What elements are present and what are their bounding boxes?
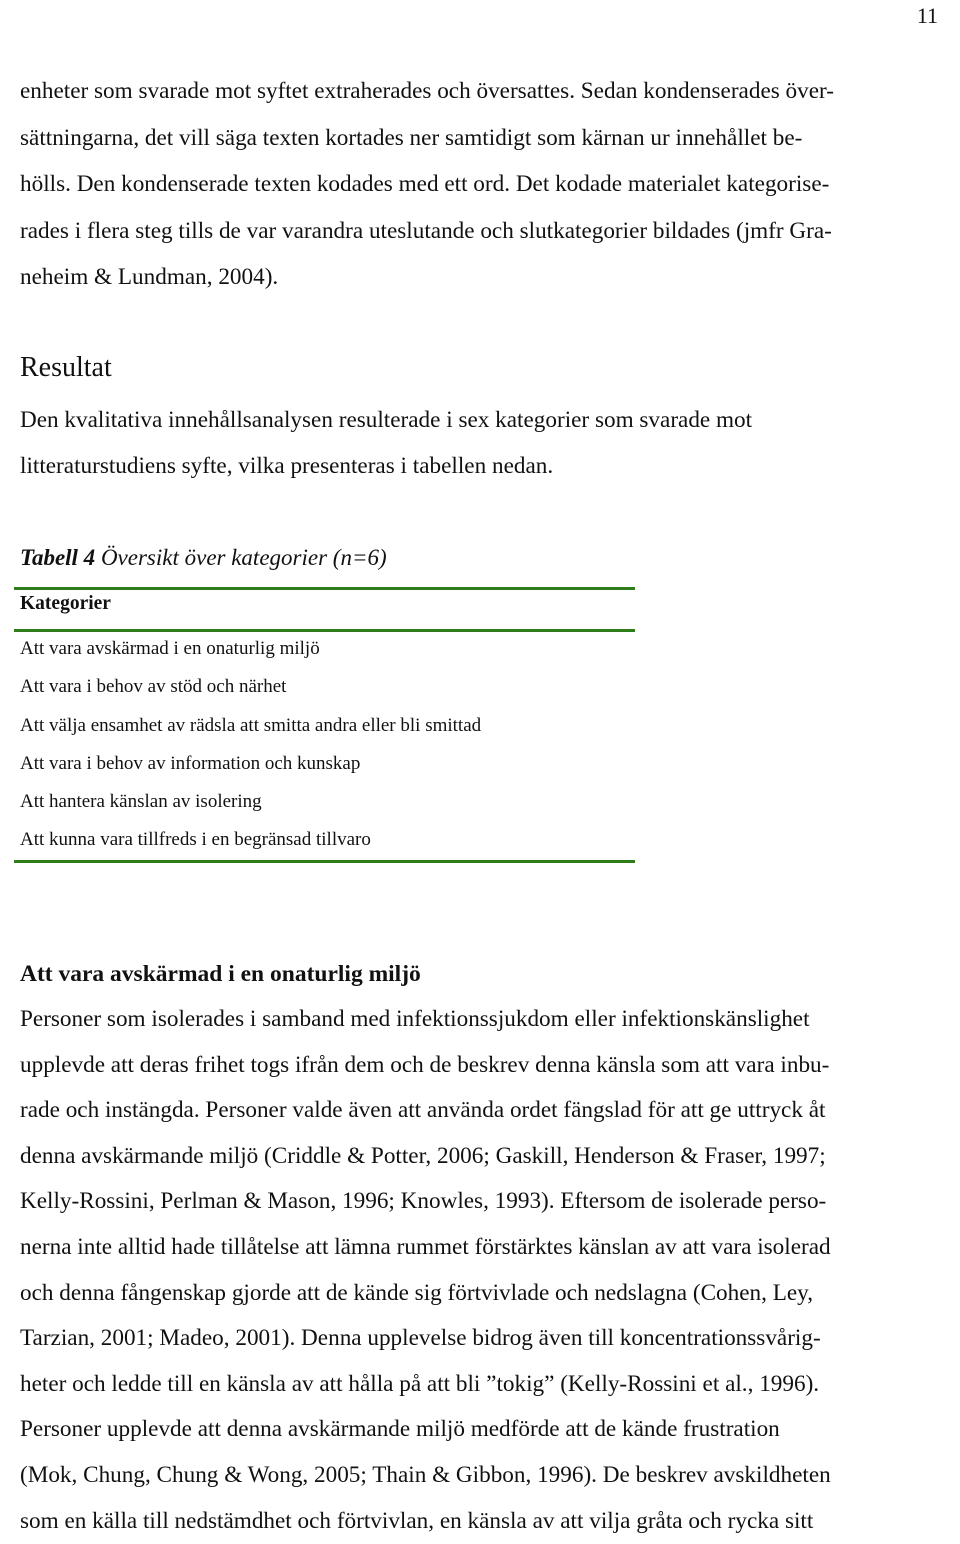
table-row: Att vara i behov av information och kunskap xyxy=(20,752,361,774)
text-line: Kelly-Rossini, Perlman & Mason, 1996; Knowles, 1993). Eftersom de isolerade perso- xyxy=(20,1188,827,1215)
result-paragraph xyxy=(20,397,950,489)
result-heading: Resultat xyxy=(20,352,112,383)
text-line: rade och instängda. Personer valde även att använda ordet fängslad för att ge uttryck åt xyxy=(20,1097,826,1124)
text-line: Personer upplevde att denna avskärmande miljö medförde att de kände frustration xyxy=(20,1416,780,1443)
table-bottom-rule xyxy=(14,860,635,863)
table-caption-label: Tabell 4 xyxy=(20,545,96,570)
page-number: 11 xyxy=(916,3,938,28)
section-heading: Att vara avskärmad i en onaturlig miljö xyxy=(20,961,421,987)
text-line: hölls. Den kondenserade texten kodades med ett ord. Det kodade materialet kategorise- xyxy=(20,171,830,197)
text-line: Den kvalitativa innehållsanalysen resulterade i sex kategorier som svarade mot xyxy=(20,407,753,433)
text-line: heter och ledde till en känsla av att hålla på att bli ”tokig” (Kelly-Rossini et al., 1996). xyxy=(20,1370,820,1397)
category-table xyxy=(20,630,481,860)
table-caption-text: Översikt över kategorier (n=6) xyxy=(95,545,387,570)
intro-paragraph xyxy=(20,68,950,301)
text-line: denna avskärmande miljö (Criddle & Potter, 2006; Gaskill, Henderson & Fraser, 1997; xyxy=(20,1142,826,1169)
text-line: som en källa till nedstämdhet och förtvivlan, en känsla av att vilja gråta och rycka sitt xyxy=(20,1507,814,1534)
text-line: enheter som svarade mot syftet extraherades och översattes. Sedan kondenserades över- xyxy=(20,78,835,104)
text-line: (Mok, Chung, Chung & Wong, 2005; Thain & Gibbon, 1996). De beskrev avskildheten xyxy=(20,1461,831,1488)
text-line: Personer som isolerades i samband med infektionssjukdom eller infektionskänslighet xyxy=(20,1006,810,1032)
text-line: nerna inte alltid hade tillåtelse att lämna rummet förstärktes känslan av att vara isolerad xyxy=(20,1233,831,1260)
text-line: litteraturstudiens syfte, vilka presenteras i tabellen nedan. xyxy=(20,453,554,479)
table-row: Att vara avskärmad i en onaturlig miljö xyxy=(20,638,320,659)
text-line: upplevde att deras frihet togs ifrån dem och de beskrev denna känsla som att vara inbu- xyxy=(20,1051,830,1078)
text-line: sättningarna, det vill säga texten kortades ner samtidigt som kärnan ur innehållet be- xyxy=(20,124,803,151)
text-line: Tarzian, 2001; Madeo, 2001). Denna upplevelse bidrog även till koncentrationssvårig- xyxy=(20,1325,821,1352)
table-column-header: Kategorier xyxy=(20,593,111,614)
table-row: Att hantera känslan av isolering xyxy=(20,791,262,813)
table-row: Att välja ensamhet av rädsla att smitta andra eller bli smittad xyxy=(20,714,482,736)
text-line: rades i flera steg tills de var varandra uteslutande och slutkategorier bildades (jmfr Gra- xyxy=(20,217,832,244)
section-paragraph xyxy=(20,997,950,1544)
table-row: Att vara i behov av stöd och närhet xyxy=(20,676,287,698)
table-row: Att kunna vara tillfreds i en begränsad tillvaro xyxy=(20,829,371,851)
table-caption xyxy=(20,540,387,576)
text-line: neheim & Lundman, 2004). xyxy=(20,264,279,290)
text-line: och denna fångenskap gjorde att de kände sig förtvivlade och nedslagna (Cohen, Ley, xyxy=(20,1279,814,1306)
